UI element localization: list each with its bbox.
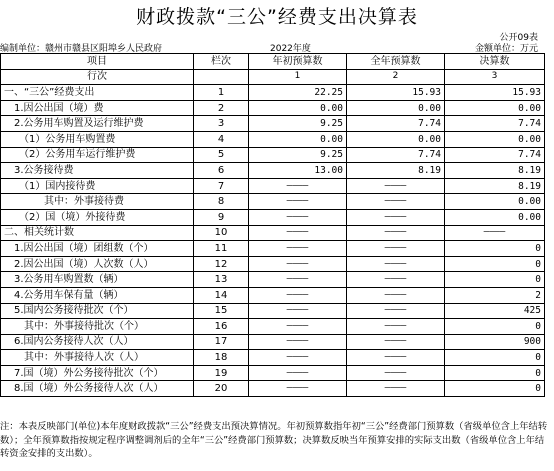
final-value: 425 bbox=[445, 303, 545, 319]
row-index: 17 bbox=[194, 334, 249, 350]
budget-full-value: ———— bbox=[347, 209, 445, 225]
page-title: 财政拨款“三公”经费支出决算表 bbox=[136, 6, 418, 28]
row-index: 3 bbox=[194, 116, 249, 132]
col-header-item: 项目 bbox=[1, 54, 194, 70]
budget-initial-value: ———— bbox=[249, 256, 347, 272]
row-index: 14 bbox=[194, 287, 249, 303]
table-row bbox=[1, 85, 545, 101]
empty-cell bbox=[194, 69, 249, 85]
budget-initial-value: ———— bbox=[249, 272, 347, 288]
budget-full-value: ———— bbox=[347, 272, 445, 288]
row-item-label: 6.国内公务接待人次（人） bbox=[1, 334, 194, 350]
budget-initial-value: ———— bbox=[249, 178, 347, 194]
budget-initial-value: ———— bbox=[249, 319, 347, 335]
row-item-label: 2.因公出国（境）人次数（人） bbox=[1, 256, 194, 272]
budget-initial-value: ———— bbox=[249, 194, 347, 210]
row-item-label: 其中：外事接待费 bbox=[1, 194, 194, 210]
final-value: 2 bbox=[445, 287, 545, 303]
budget-full-value: ———— bbox=[347, 365, 445, 381]
budget-full-value: 15.93 bbox=[347, 85, 445, 101]
row-index: 5 bbox=[194, 147, 249, 163]
table-row bbox=[1, 303, 545, 319]
budget-full-value: ———— bbox=[347, 194, 445, 210]
budget-full-value: ———— bbox=[347, 178, 445, 194]
row-index: 1 bbox=[194, 85, 249, 101]
budget-initial-value: ———— bbox=[249, 303, 347, 319]
budget-initial-value: 9.25 bbox=[249, 147, 347, 163]
table-row bbox=[1, 116, 545, 132]
budget-initial-value: ———— bbox=[249, 287, 347, 303]
final-value: 900 bbox=[445, 334, 545, 350]
table-code: 公开09表 bbox=[499, 33, 538, 43]
budget-initial-value: ———— bbox=[249, 365, 347, 381]
row-index: 9 bbox=[194, 209, 249, 225]
budget-full-value: ———— bbox=[347, 303, 445, 319]
row-item-label: 7.国（境）外公务接待批次（个） bbox=[1, 365, 194, 381]
budget-initial-value: ———— bbox=[249, 381, 347, 397]
row-item-label: 8.国（境）外公务接待人次（人） bbox=[1, 381, 194, 397]
col-header-idx: 栏次 bbox=[194, 54, 249, 70]
final-value: 0 bbox=[445, 381, 545, 397]
col-header-budget-initial: 年初预算数 bbox=[249, 54, 347, 70]
table-row bbox=[1, 100, 545, 116]
budget-initial-value: 0.00 bbox=[249, 100, 347, 116]
row-item-label: （1）国内接待费 bbox=[1, 178, 194, 194]
row-index: 12 bbox=[194, 256, 249, 272]
final-value: 0.00 bbox=[445, 209, 545, 225]
budget-initial-value: 9.25 bbox=[249, 116, 347, 132]
final-value: ———— bbox=[445, 225, 545, 241]
table-row bbox=[1, 209, 545, 225]
row-item-label: 1.因公出国（境）费 bbox=[1, 100, 194, 116]
row-item-label: 3.公务接待费 bbox=[1, 163, 194, 179]
row-label-header: 行次 bbox=[1, 69, 194, 85]
row-item-label: 其中：外事接待批次（个） bbox=[1, 319, 194, 335]
final-value: 0 bbox=[445, 272, 545, 288]
row-item-label: 4.公务用车保有量（辆） bbox=[1, 287, 194, 303]
budget-initial-value: 0.00 bbox=[249, 131, 347, 147]
final-value: 15.93 bbox=[445, 85, 545, 101]
row-item-label: 二、相关统计数 bbox=[1, 225, 194, 241]
final-value: 0 bbox=[445, 256, 545, 272]
unit-label: 金额单位：万元 bbox=[474, 44, 538, 54]
row-index: 11 bbox=[194, 241, 249, 257]
table-row bbox=[1, 256, 545, 272]
final-value: 0.00 bbox=[445, 194, 545, 210]
budget-full-value: ———— bbox=[347, 381, 445, 397]
final-value: 8.19 bbox=[445, 163, 545, 179]
budget-full-value: ———— bbox=[347, 334, 445, 350]
table-row bbox=[1, 225, 545, 241]
budget-full-value: ———— bbox=[347, 319, 445, 335]
row-index: 6 bbox=[194, 163, 249, 179]
budget-full-value: ———— bbox=[347, 241, 445, 257]
org-label: 编制单位：赣州市赣县区阳埠乡人民政府 bbox=[0, 44, 163, 54]
table-row bbox=[1, 241, 545, 257]
col-header-budget-full: 全年预算数 bbox=[347, 54, 445, 70]
table-row bbox=[1, 319, 545, 335]
row-index: 16 bbox=[194, 319, 249, 335]
final-value: 0.00 bbox=[445, 100, 545, 116]
table-row bbox=[1, 131, 545, 147]
header-row bbox=[1, 54, 545, 70]
budget-full-value: ———— bbox=[347, 225, 445, 241]
budget-initial-value: ———— bbox=[249, 350, 347, 366]
table-row bbox=[1, 365, 545, 381]
row-item-label: 其中：外事接待人次（人） bbox=[1, 350, 194, 366]
final-value: 0.00 bbox=[445, 131, 545, 147]
row-item-label: （2）国（境）外接待费 bbox=[1, 209, 194, 225]
final-value: 0 bbox=[445, 350, 545, 366]
table-row bbox=[1, 194, 545, 210]
budget-initial-value: ———— bbox=[249, 225, 347, 241]
row-index: 18 bbox=[194, 350, 249, 366]
row-item-label: 5.国内公务接待批次（个） bbox=[1, 303, 194, 319]
budget-full-value: 8.19 bbox=[347, 163, 445, 179]
budget-initial-value: ———— bbox=[249, 241, 347, 257]
final-value: 0 bbox=[445, 365, 545, 381]
budget-full-value: 7.74 bbox=[347, 116, 445, 132]
col-number-1: 1 bbox=[249, 69, 347, 85]
final-value: 8.19 bbox=[445, 178, 545, 194]
budget-full-value: 0.00 bbox=[347, 100, 445, 116]
budget-full-value: ———— bbox=[347, 256, 445, 272]
row-item-label: （1）公务用车购置费 bbox=[1, 131, 194, 147]
row-index: 2 bbox=[194, 100, 249, 116]
budget-full-value: 0.00 bbox=[347, 131, 445, 147]
row-item-label: 一、“三公”经费支出 bbox=[1, 85, 194, 101]
row-index: 13 bbox=[194, 272, 249, 288]
budget-initial-value: 22.25 bbox=[249, 85, 347, 101]
table-row bbox=[1, 163, 545, 179]
budget-full-value: ———— bbox=[347, 350, 445, 366]
col-number-3: 3 bbox=[445, 69, 545, 85]
final-value: 7.74 bbox=[445, 116, 545, 132]
row-index: 15 bbox=[194, 303, 249, 319]
final-value: 0 bbox=[445, 319, 545, 335]
budget-initial-value: ———— bbox=[249, 334, 347, 350]
col-header-final: 决算数 bbox=[445, 54, 545, 70]
expenditure-table bbox=[0, 53, 545, 397]
table-row bbox=[1, 272, 545, 288]
row-index: 10 bbox=[194, 225, 249, 241]
table-row bbox=[1, 287, 545, 303]
table-row bbox=[1, 334, 545, 350]
row-item-label: 2.公务用车购置及运行维护费 bbox=[1, 116, 194, 132]
row-item-label: （2）公务用车运行维护费 bbox=[1, 147, 194, 163]
row-index: 20 bbox=[194, 381, 249, 397]
final-value: 7.74 bbox=[445, 147, 545, 163]
budget-initial-value: ———— bbox=[249, 209, 347, 225]
year-label: 2022年度 bbox=[270, 44, 311, 54]
table-row bbox=[1, 350, 545, 366]
column-number-row bbox=[1, 69, 545, 85]
row-index: 7 bbox=[194, 178, 249, 194]
col-number-2: 2 bbox=[347, 69, 445, 85]
budget-initial-value: 13.00 bbox=[249, 163, 347, 179]
final-value: 0 bbox=[445, 241, 545, 257]
table-row bbox=[1, 178, 545, 194]
row-index: 4 bbox=[194, 131, 249, 147]
table-row bbox=[1, 147, 545, 163]
row-index: 8 bbox=[194, 194, 249, 210]
budget-full-value: 7.74 bbox=[347, 147, 445, 163]
row-item-label: 3.公务用车购置数（辆） bbox=[1, 272, 194, 288]
row-index: 19 bbox=[194, 365, 249, 381]
footnote: 注：本表反映部门(单位)本年度财政拨款“三公”经费支出预决算情况。年初预算数指年初“三公”经费部门预算数（省级单位含上年结转数）；全年预算数指按规定程序调整调剂后的全年“三公”经费部门预算数；决算数反映当年预算安排的实际支出数（省级单位含上年结转资金安排的支出数）。 bbox=[0, 421, 548, 459]
table-row bbox=[1, 381, 545, 397]
row-item-label: 1.因公出国（境）团组数（个） bbox=[1, 241, 194, 257]
budget-full-value: ———— bbox=[347, 287, 445, 303]
